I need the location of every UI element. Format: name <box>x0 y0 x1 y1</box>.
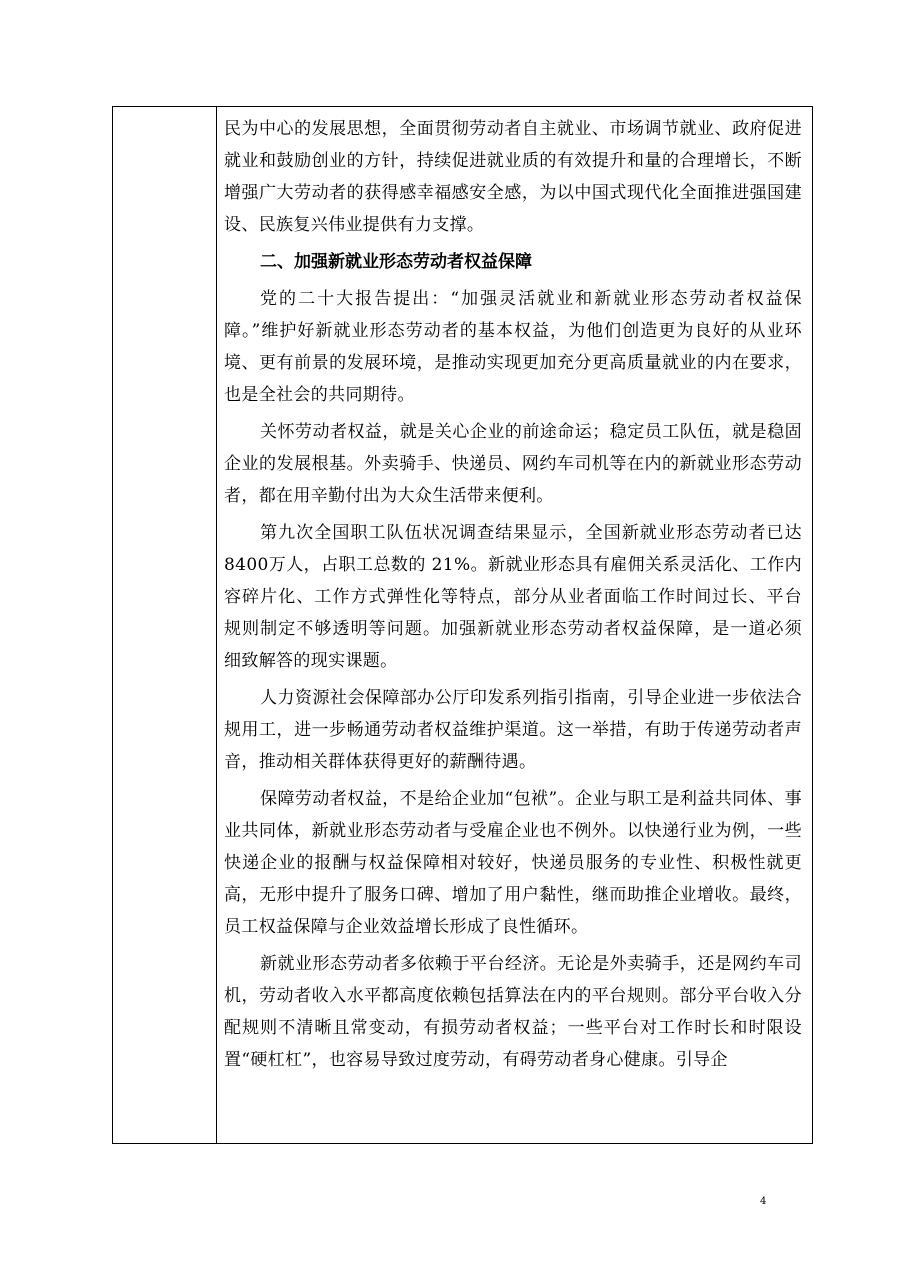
paragraph-care-workers: 关怀劳动者权益，就是关心企业的前途命运；稳定员工队伍，就是稳固企业的发展根基。外卖骑手、快递员、网约车司机等在内的新就业形态劳动者，都在用辛勤付出为大众生活带来便利。 <box>224 422 802 506</box>
paragraph-ministry-guidance: 人力资源社会保障部办公厅印发系列指引指南，引导企业进一步依法合规用工，进一步畅通劳动者权益维护渠道。这一举措，有助于传递劳动者声音，推动相关群体获得更好的薪酬待遇。 <box>224 688 802 772</box>
table-content-cell <box>217 107 812 1143</box>
section-heading: 二、加强新就业形态劳动者权益保障 <box>260 252 532 272</box>
paragraph-survey-results: 第九次全国职工队伍状况调查结果显示，全国新就业形态劳动者已达8400万人，占职工总数的 21%。新就业形态具有雇佣关系灵活化、工作内 容碎片化、工作方式弹性化等特点，部分从业者面临工作时间过长、平台 规则制定不够透明等问题。加强新就业形态劳动者权益保障，是一道必须 细致解答的现实课题。 <box>224 523 802 671</box>
document-table <box>112 106 813 1144</box>
paragraph-not-a-burden: 保障劳动者权益，不是给企业加“包袱”。企业与职工是利益共同体、事业共同体，新就业形态劳动者与受雇企业也不例外。以快递行业为例，一些快递企业的报酬与权益保障相对较好，快递员服务的专业性、积极性就更高，无形中提升了服务口碑、增加了用户黏性，继而助推企业增收。最终，员工权益保障与企业效益增长形成了良性循环。 <box>224 789 802 937</box>
page-number: 4 <box>760 1196 767 1207</box>
paragraph-intro-continuation: 民为中心的发展思想，全面贯彻劳动者自主就业、市场调节就业、政府促进就业和鼓励创业的方针，持续促进就业质的有效提升和量的合理增长，不断增强广大劳动者的获得感幸福感安全感，为以中国式现代化全面推进强国建设、民族复兴伟业提供有力支撑。 <box>224 119 802 235</box>
paragraph-platform-economy: 新就业形态劳动者多依赖于平台经济。无论是外卖骑手，还是网约车司机，劳动者收入水平都高度依赖包括算法在内的平台规则。部分平台收入分配规则不清晰且常变动，有损劳动者权益；一些平台对工作时长和时限设置“硬杠杠”，也容易导致过度劳动，有碍劳动者身心健康。引导企 <box>224 954 802 1070</box>
table-left-cell <box>113 107 217 1143</box>
paragraph-report-quote: 党的二十大报告提出：“加强灵活就业和新就业形态劳动者权益保障。”维护好新就业形态劳动者的基本权益，为他们创造更为良好的从业环境、更有前景的发展环境，是推动实现更加充分更高质量就业的内在要求，也是全社会的共同期待。 <box>224 289 802 405</box>
